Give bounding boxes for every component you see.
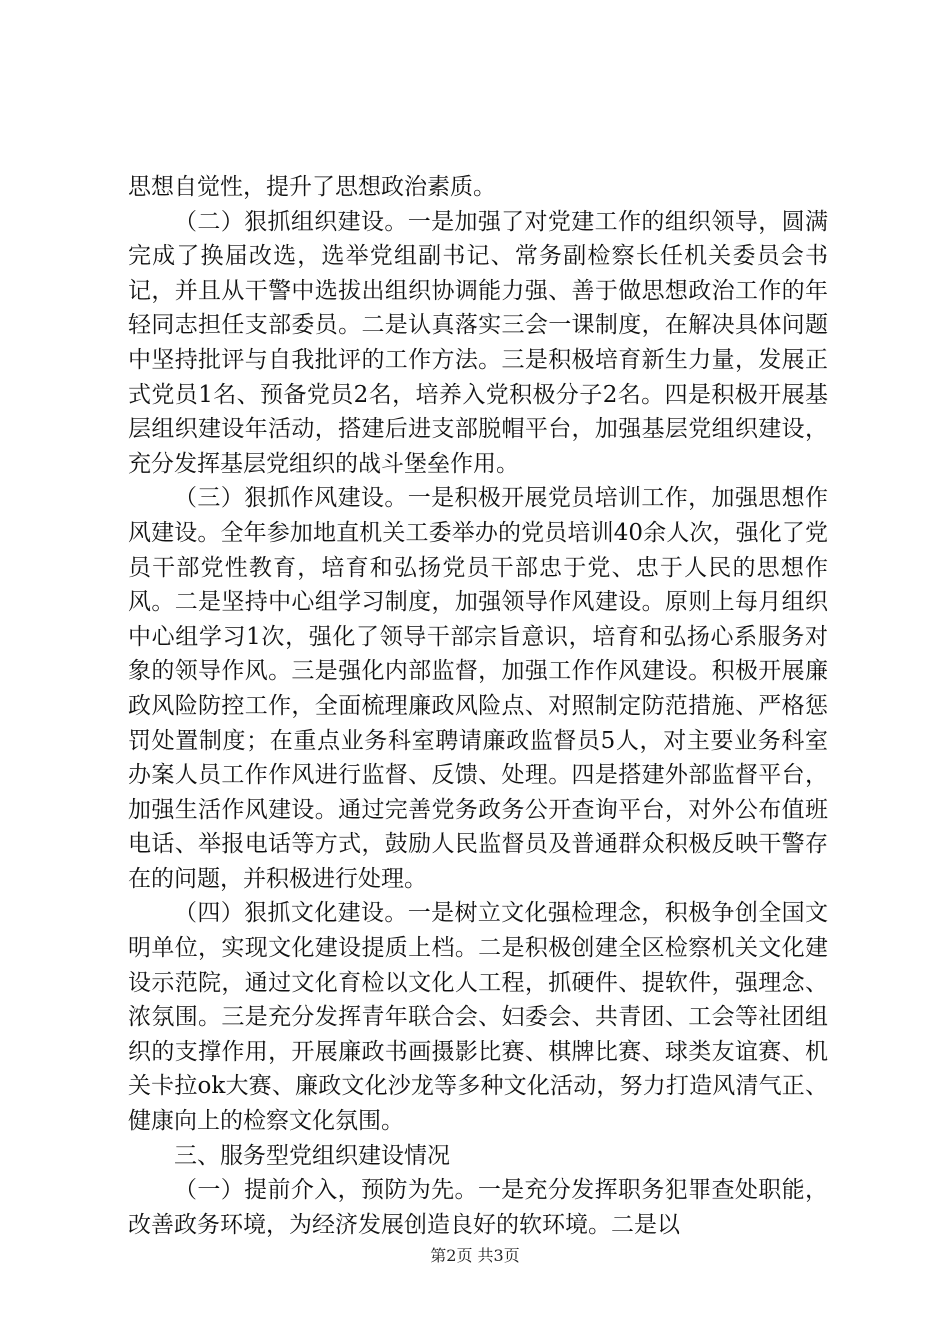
section-heading-service-party-organization: 三、服务型党组织建设情况: [174, 1142, 450, 1169]
page-number-footer: 第2页 共3页: [430, 1246, 520, 1265]
paragraph-early-intervention: （一）提前介入，预防为先。一是充分发挥职务犯罪查处职能，改善政务环境，为经济发展创造良好的软环境。二是以: [128, 1177, 828, 1238]
paragraph-culture-building: （四）狠抓文化建设。一是树立文化强检理念，积极争创全国文明单位，实现文化建设提质上档。二是积极创建全区检察机关文化建设示范院，通过文化育检以文化人工程，抓硬件、提软件，强理念、浓氛围。三是充分发挥青年联合会、妇委会、共青团、工会等社团组织的支撑作用，开展廉政书画摄影比赛、棋牌比赛、球类友谊赛、机关卡拉ok大赛、廉政文化沙龙等多种文化活动，努力打造风清气正、健康向上的检察文化氛围。: [128, 900, 828, 1135]
paragraph-work-style-building: （三）狠抓作风建设。一是积极开展党员培训工作，加强思想作风建设。全年参加地直机关工委举办的党员培训40余人次，强化了党员干部党性教育，培育和弘扬党员干部忠于党、忠于人民的思想作风。二是坚持中心组学习制度，加强领导作风建设。原则上每月组织中心组学习1次，强化了领导干部宗旨意识，培育和弘扬心系服务对象的领导作风。三是强化内部监督，加强工作作风建设。积极开展廉政风险防控工作，全面梳理廉政风险点、对照制定防范措施、严格惩罚处置制度；在重点业务科室聘请廉政监督员5人，对主要业务科室办案人员工作作风进行监督、反馈、处理。四是搭建外部监督平台，加强生活作风建设。通过完善党务政务公开查询平台，对外公布值班电话、举报电话等方式，鼓励人民监督员及普通群众积极反映干警存在的问题，并积极进行处理。: [128, 485, 828, 892]
paragraph-continuation: 思想自觉性，提升了思想政治素质。: [128, 174, 496, 200]
paragraph-organization-building: （二）狠抓组织建设。一是加强了对党建工作的组织领导，圆满完成了换届改选，选举党组副书记、常务副检察长任机关委员会书记，并且从干警中选拔出组织协调能力强、善于做思想政治工作的年轻同志担任支部委员。二是认真落实三会一课制度，在解决具体问题中坚持批评与自我批评的工作方法。三是积极培育新生力量，发展正式党员1名、预备党员2名，培养入党积极分子2名。四是积极开展基层组织建设年活动，搭建后进支部脱帽平台，加强基层党组织建设，充分发挥基层党组织的战斗堡垒作用。: [128, 208, 828, 477]
document-body: [128, 170, 828, 1242]
